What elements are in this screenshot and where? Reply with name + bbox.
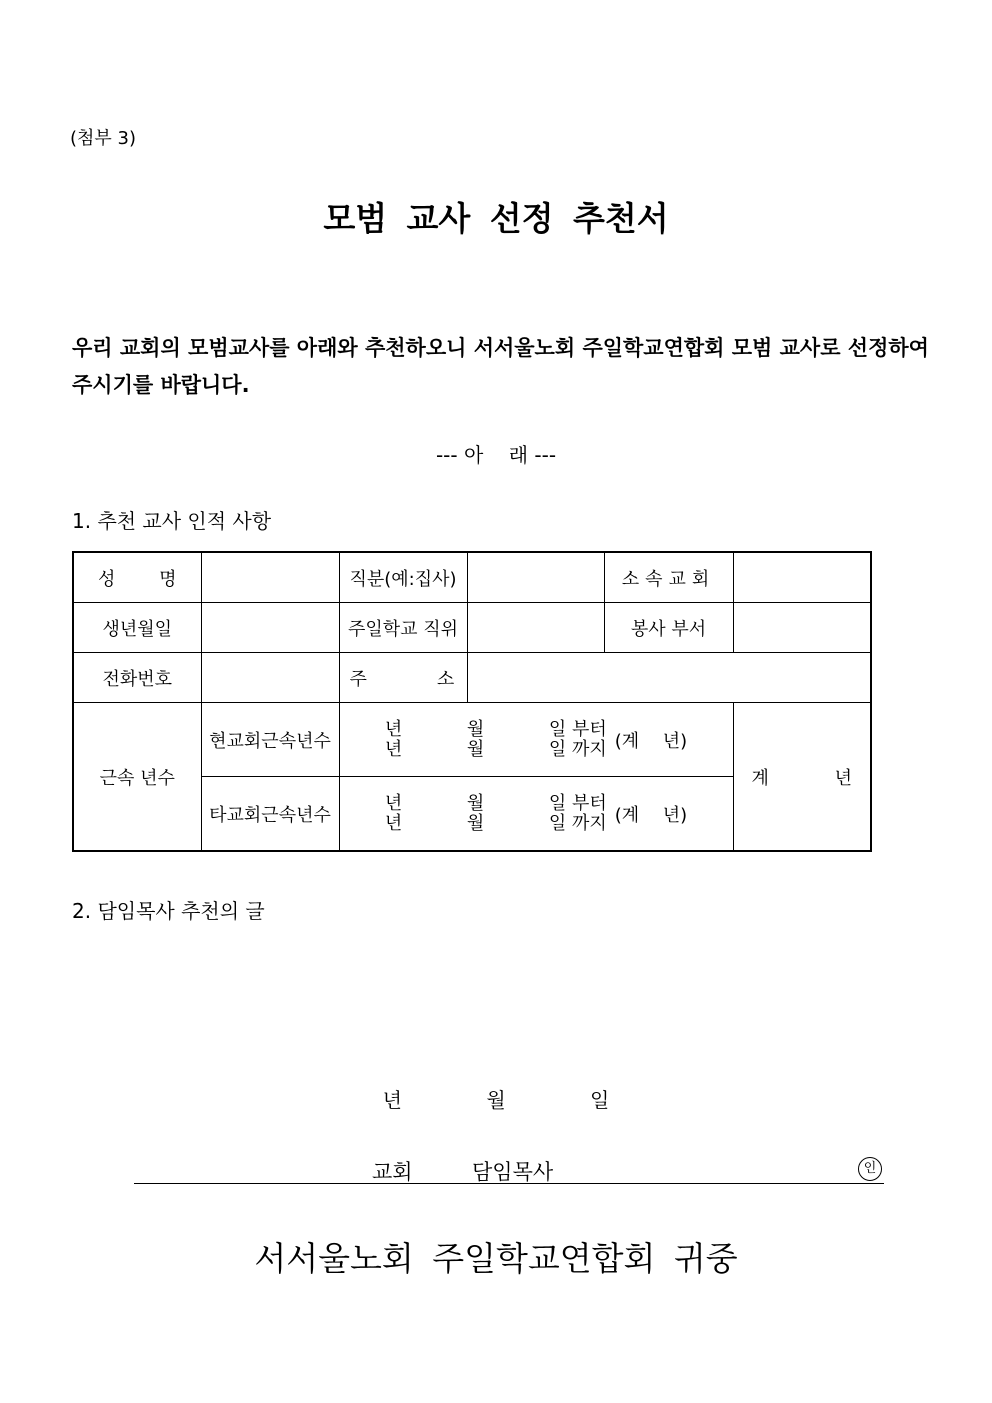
address-label-2: 소 xyxy=(436,668,455,690)
subtotal-open: (계 xyxy=(614,804,640,826)
current-church-period[interactable] xyxy=(339,703,733,777)
section2-heading: 2. 담임목사 추천의 글 xyxy=(72,899,265,923)
church-label: 소속교회 xyxy=(604,552,733,603)
subtotal-open: (계 xyxy=(614,730,640,752)
section1-heading: 1. 추천 교사 인적 사항 xyxy=(72,509,272,533)
address-field[interactable] xyxy=(467,653,871,703)
period-year: 년 xyxy=(384,812,403,834)
other-church-label: 타교회근속년수 xyxy=(201,777,339,852)
current-church-label: 현교회근속년수 xyxy=(201,703,339,777)
tenure-label: 근속 년수 xyxy=(73,703,201,852)
name-field[interactable] xyxy=(201,552,339,603)
birth-label: 생년월일 xyxy=(73,603,201,653)
note-heading: --- 아 래 --- xyxy=(435,443,557,467)
teacher-info-table xyxy=(72,551,872,852)
period-month: 월 xyxy=(466,718,485,740)
birth-field[interactable] xyxy=(201,603,339,653)
signature-pastor: 담임목사 xyxy=(472,1160,554,1184)
subtotal-close: 년) xyxy=(662,730,688,752)
position-field[interactable] xyxy=(467,552,604,603)
name-label: 성 명 xyxy=(73,552,201,603)
period-month: 월 xyxy=(466,738,485,760)
sunday-school-role-label: 주일학교 직위 xyxy=(339,603,467,653)
seal-icon: 인 xyxy=(858,1157,882,1181)
total-tenure[interactable]: 계 년 xyxy=(733,703,871,852)
signature-line[interactable] xyxy=(134,1156,884,1184)
other-church-period[interactable] xyxy=(339,777,733,852)
sunday-school-role-field[interactable] xyxy=(467,603,604,653)
dept-field[interactable] xyxy=(733,603,871,653)
phone-label: 전화번호 xyxy=(73,653,201,703)
period-to: 까지 xyxy=(571,738,607,760)
period-from: 부터 xyxy=(571,718,607,740)
intro-paragraph: 우리 교회의 모범교사를 아래와 추천하오니 서서울노회 주일학교연합회 모범 교사로 선정하여 주시기를 바랍니다. xyxy=(72,336,929,397)
period-day: 일 xyxy=(548,738,567,760)
attachment-label: (첨부 3) xyxy=(70,128,136,149)
address-label xyxy=(339,653,467,703)
period-year: 년 xyxy=(384,792,403,814)
period-day: 일 xyxy=(548,792,567,814)
period-day: 일 xyxy=(548,718,567,740)
period-from: 부터 xyxy=(571,792,607,814)
period-year: 년 xyxy=(384,718,403,740)
phone-field[interactable] xyxy=(201,653,339,703)
signature-church: 교회 xyxy=(372,1160,413,1184)
address-label-1: 주 xyxy=(349,668,367,690)
subtotal-close: 년) xyxy=(662,804,688,826)
period-day: 일 xyxy=(548,812,567,834)
dept-label: 봉사 부서 xyxy=(604,603,733,653)
date-line[interactable]: 년 월 일 xyxy=(382,1088,610,1112)
document-title: 모범 교사 선정 추천서 xyxy=(323,199,669,238)
church-field[interactable] xyxy=(733,552,871,603)
footer-recipient: 서서울노회 주일학교연합회 귀중 xyxy=(254,1239,738,1278)
period-year: 년 xyxy=(384,738,403,760)
period-month: 월 xyxy=(466,812,485,834)
period-month: 월 xyxy=(466,792,485,814)
period-to: 까지 xyxy=(571,812,607,834)
position-label: 직분(예:집사) xyxy=(339,552,467,603)
